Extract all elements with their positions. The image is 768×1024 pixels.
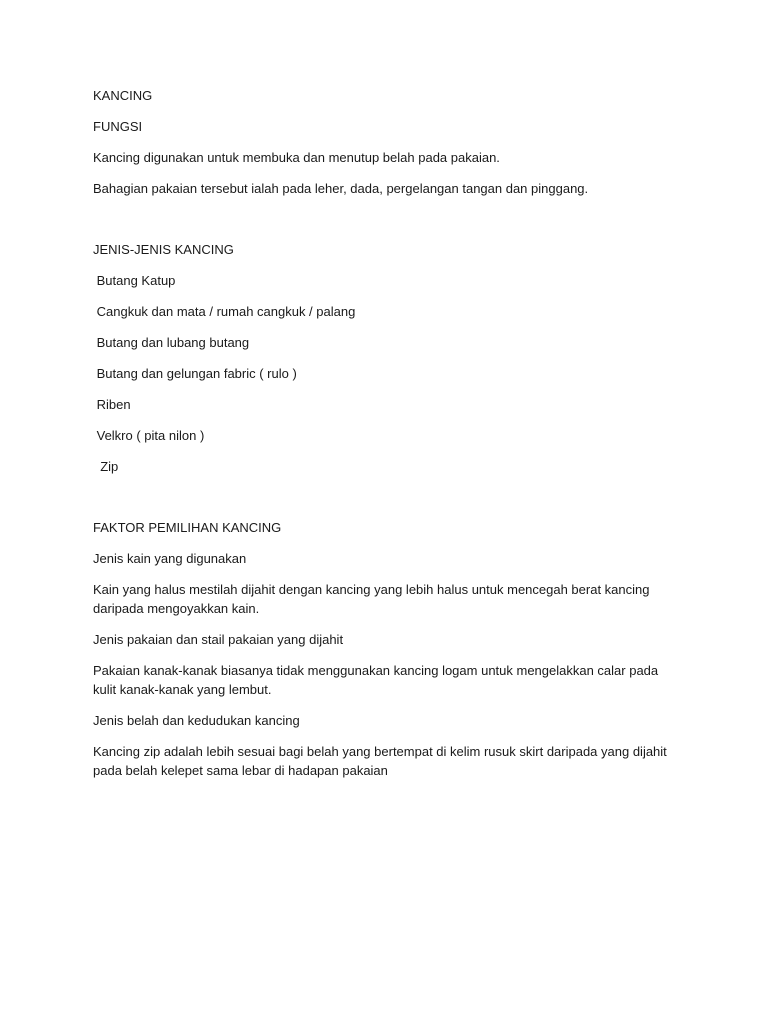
body-line: Kain yang halus mestilah dijahit dengan kancing yang lebih halus untuk mencegah berat kancing xyxy=(93,582,650,597)
paragraph: Bahagian pakaian tersebut ialah pada leher, dada, pergelangan tangan dan pinggang. xyxy=(93,181,589,196)
section-heading-faktor: FAKTOR PEMILIHAN KANCING xyxy=(93,520,282,535)
section-heading-fungsi: FUNGSI xyxy=(93,119,143,134)
section-heading-jenis: JENIS-JENIS KANCING xyxy=(93,242,234,257)
body-line: kulit kanak-kanak yang lembut. xyxy=(93,682,272,697)
document-title: KANCING xyxy=(93,88,153,103)
body-line: Pakaian kanak-kanak biasanya tidak menggunakan kancing logam untuk mengelakkan calar pada xyxy=(93,663,659,678)
list-item: Zip xyxy=(93,459,119,474)
subheading: Jenis kain yang digunakan xyxy=(93,551,247,566)
list-item: Butang dan gelungan fabric ( rulo ) xyxy=(93,366,297,381)
list-item: Butang dan lubang butang xyxy=(93,335,250,350)
list-item: Butang Katup xyxy=(93,273,176,288)
paragraph: Kancing digunakan untuk membuka dan menutup belah pada pakaian. xyxy=(93,150,500,165)
body-line: daripada mengoyakkan kain. xyxy=(93,601,260,616)
subheading: Jenis belah dan kedudukan kancing xyxy=(93,713,300,728)
list-item: Riben xyxy=(93,397,131,412)
list-item: Velkro ( pita nilon ) xyxy=(93,428,205,443)
subheading: Jenis pakaian dan stail pakaian yang dijahit xyxy=(93,632,344,647)
body-line: Kancing zip adalah lebih sesuai bagi belah yang bertempat di kelim rusuk skirt daripada yang dijahit xyxy=(93,744,667,759)
list-item: Cangkuk dan mata / rumah cangkuk / palang xyxy=(93,304,356,319)
body-line: pada belah kelepet sama lebar di hadapan pakaian xyxy=(93,763,388,778)
